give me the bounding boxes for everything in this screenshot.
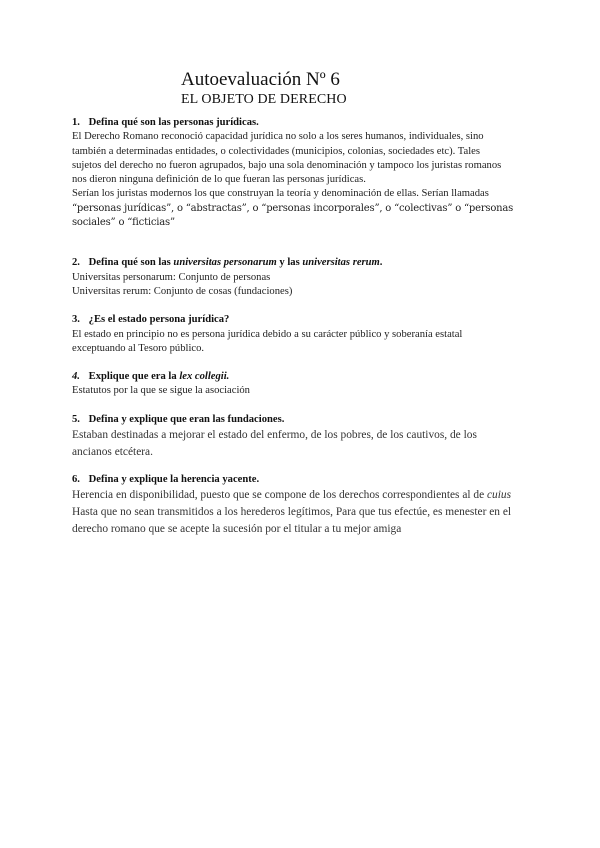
answer-6-line-3: derecho romano que se acepte la sucesión por el titular a tu mejor amiga: [72, 523, 402, 536]
answer-6-line-1: [72, 487, 542, 504]
answer-3-line-2: exceptuando al Tesoro público.: [72, 342, 205, 354]
question-4: [72, 370, 542, 384]
question-3: [72, 313, 542, 327]
question-text-mid: y las: [276, 257, 303, 269]
question-number: 5.: [72, 413, 80, 425]
spacer: [72, 461, 542, 473]
answer-1-line-2: también a determinadas entidades, o colectividades (municipios, colonias, sociedades etc). Tales: [72, 145, 480, 157]
question-term: lex collegii.: [179, 371, 230, 383]
spacer: [72, 356, 542, 370]
question-text-pre: Defina qué son las: [88, 257, 174, 269]
answer-1-line-6: “personas jurídicas”, o “abstractas”, o “personas incorporales”, o “colectivas” o “personas: [72, 202, 514, 214]
question-text-post: .: [379, 257, 383, 269]
question-1: [72, 116, 542, 130]
question-text: Defina y explique que eran las fundaciones.: [88, 413, 285, 425]
answer-1-line-5: Serían los juristas modernos los que construyan la teoría y denominación de ellas. Serían llamadas: [72, 188, 489, 200]
question-number: 2.: [72, 257, 80, 269]
answer-3-line-1: El estado en principio no es persona jurídica debido a su carácter público y soberanía estatal: [72, 328, 463, 340]
spacer: [72, 230, 542, 244]
answer-5-line-2: ancianos etcétera.: [72, 446, 153, 459]
question-number: 1.: [72, 117, 80, 128]
answer-1-line-4: nos dieron ninguna definición de lo que fueran las personas jurídicas.: [72, 174, 366, 186]
answer-5-line-1: Estaban destinadas a mejorar el estado del enfermo, de los pobres, de los cautivos, de los: [72, 429, 477, 442]
question-text: Defina y explique la herencia yacente.: [88, 474, 260, 486]
question-term-2: universitas rerum: [302, 257, 380, 269]
document-body: [72, 116, 542, 538]
answer-1-line-7: sociales” o “ficticias”: [72, 217, 175, 229]
question-text: Defina qué son las personas jurídicas.: [88, 117, 259, 128]
question-2: [72, 256, 542, 270]
answer-4-line-1: Estatutos por la que se sigue la asociación: [72, 385, 250, 397]
question-term-1: universitas personarum: [173, 257, 277, 269]
spacer: [72, 299, 542, 313]
answer-1-line-1: El Derecho Romano reconoció capacidad jurídica no solo a los seres humanos, individuales, sino: [72, 131, 484, 143]
answer-2-line-1: Universitas personarum: Conjunto de personas: [72, 271, 271, 283]
question-number: 4.: [72, 371, 80, 383]
answer-2-line-2: Universitas rerum: Conjunto de cosas (fundaciones): [72, 285, 293, 297]
page-subtitle: EL OBJETO DE DERECHO: [181, 92, 347, 107]
question-number: 6.: [72, 474, 80, 486]
question-5: [72, 413, 542, 427]
answer-6-line-1-text: Herencia en disponibilidad, puesto que se compone de los derechos correspondientes al de: [72, 489, 487, 502]
question-text-pre: Explique que era la: [88, 371, 180, 383]
question-text: ¿Es el estado persona jurídica?: [88, 314, 230, 326]
answer-6-term: cuius: [487, 489, 512, 502]
spacer: [72, 244, 542, 256]
answer-1-line-3: sujetos del derecho no fueron agrupados, bajo una sola denominación y tampoco los juristas romanos: [72, 159, 502, 171]
question-6: [72, 473, 542, 487]
spacer: [72, 399, 542, 413]
answer-6-line-2: Hasta que no sean transmitidos a los herederos legítimos, Para que tus efectúe, es menester en el: [72, 506, 512, 519]
page-title: Autoevaluación Nº 6: [181, 69, 340, 90]
question-number: 3.: [72, 314, 80, 326]
